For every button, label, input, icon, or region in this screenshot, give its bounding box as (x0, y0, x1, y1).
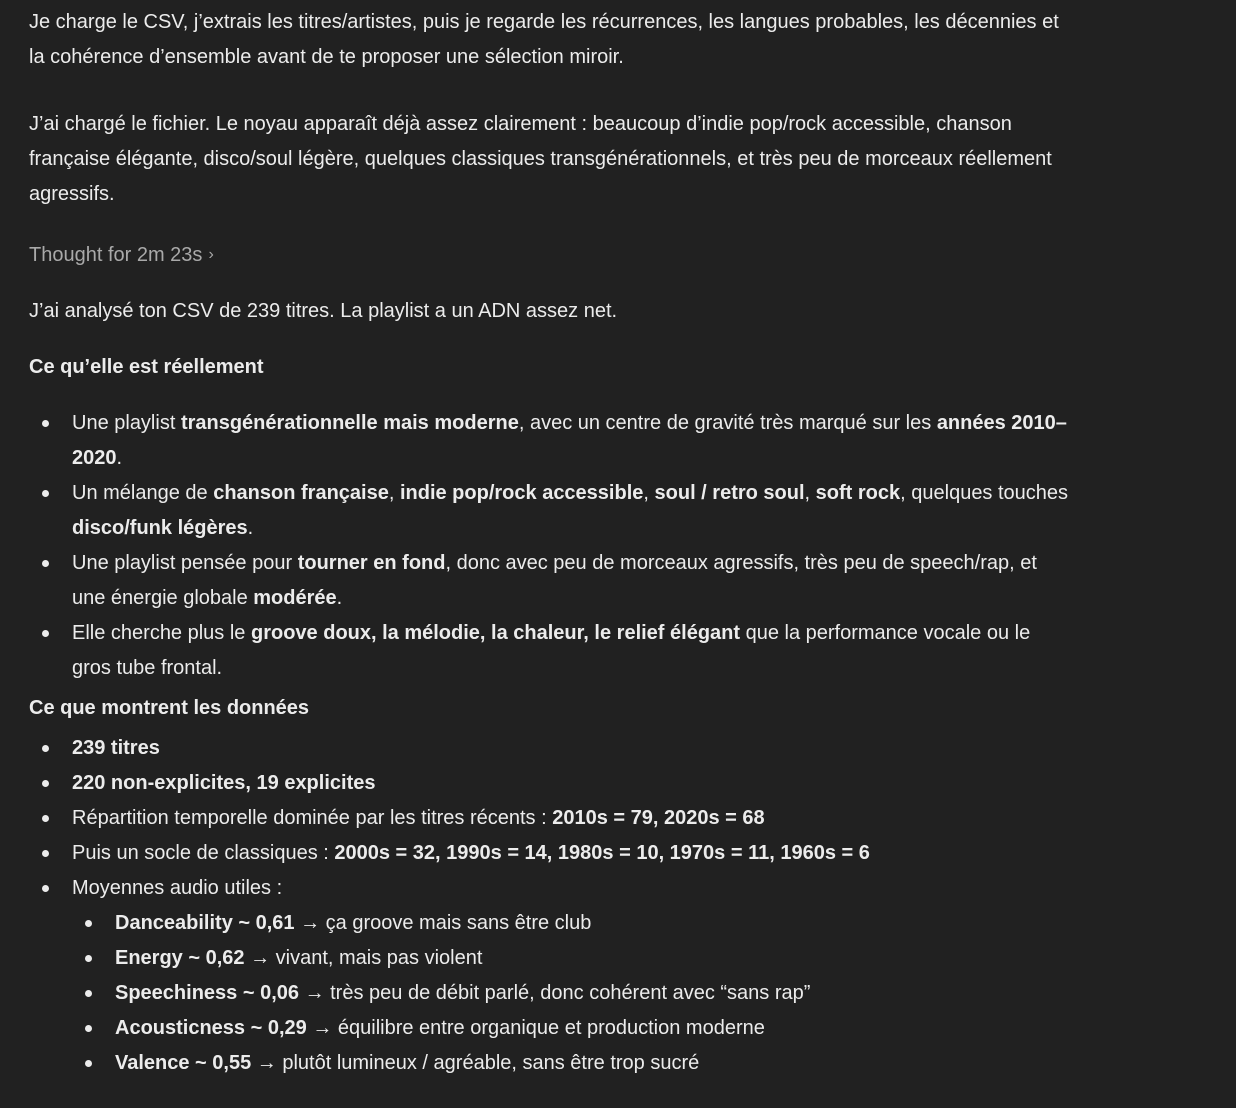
audio-averages-list (72, 906, 1069, 1081)
assistant-message (29, 5, 1069, 1081)
intro-paragraph-2: J’ai chargé le fichier. Le noyau apparaît déjà assez clairement : beaucoup d’indie pop/rock accessible, chanson française élégante, disco/soul légère, quelques classiques transgénérationnels, et très peu de morceaux réellement agressifs. (29, 113, 1052, 205)
list-item: Elle cherche plus le groove doux, la mélodie, la chaleur, le relief élégant que la performance vocale ou le gros tube frontal. (29, 616, 1069, 686)
list-item: Acousticness ~ 0,29 → équilibre entre organique et production moderne (72, 1011, 1069, 1046)
list-item: 220 non-explicites, 19 explicites (29, 766, 1069, 801)
section-heading-data: Ce que montrent les données (29, 697, 310, 719)
thought-label: Thought for 2m 23s (29, 244, 203, 266)
list-item: Répartition temporelle dominée par les titres récents : 2010s = 79, 2020s = 68 (29, 801, 1069, 836)
intro-paragraph-1: Je charge le CSV, j’extrais les titres/artistes, puis je regarde les récurrences, les langues probables, les décennies et la cohérence d’ensemble avant de te proposer une sélection miroir. (29, 11, 1059, 68)
list-item: Un mélange de chanson française, indie pop/rock accessible, soul / retro soul, soft rock, quelques touches disco/funk légères. (29, 476, 1069, 546)
list-item: Valence ~ 0,55 → plutôt lumineux / agréable, sans être trop sucré (72, 1046, 1069, 1081)
list-item: Energy ~ 0,62 → vivant, mais pas violent (72, 941, 1069, 976)
list-item: Une playlist pensée pour tourner en fond, donc avec peu de morceaux agressifs, très peu de speech/rap, et une énergie globale modérée. (29, 546, 1069, 616)
list-item: Puis un socle de classiques : 2000s = 32, 1990s = 14, 1980s = 10, 1970s = 11, 1960s = 6 (29, 836, 1069, 871)
thought-toggle[interactable] (29, 238, 214, 273)
list-item: Speechiness ~ 0,06 → très peu de débit parlé, donc cohérent avec “sans rap” (72, 976, 1069, 1011)
data-list (29, 731, 1069, 1081)
summary-paragraph: J’ai analysé ton CSV de 239 titres. La playlist a un ADN assez net. (29, 300, 618, 322)
nature-list (29, 406, 1069, 686)
list-item: Moyennes audio utiles : Danceability ~ 0,61 → ça groove mais sans être club Energy ~ 0,62 → vivant, mais pas violent Speechiness ~ 0,06 → très peu de débit parlé, donc cohérent avec “sans rap” Acousticness ~ 0,29 → équilibre entre organique et production moderne Valence ~ 0,55 → plutôt lumineux / agréable, sans être trop sucré (29, 871, 1069, 1081)
chevron-right-icon: › (208, 246, 214, 263)
list-item: Danceability ~ 0,61 → ça groove mais sans être club (72, 906, 1069, 941)
list-item: 239 titres (29, 731, 1069, 766)
list-item: Une playlist transgénérationnelle mais moderne, avec un centre de gravité très marqué sur les années 2010–2020. (29, 406, 1069, 476)
section-heading-nature: Ce qu’elle est réellement (29, 356, 264, 378)
